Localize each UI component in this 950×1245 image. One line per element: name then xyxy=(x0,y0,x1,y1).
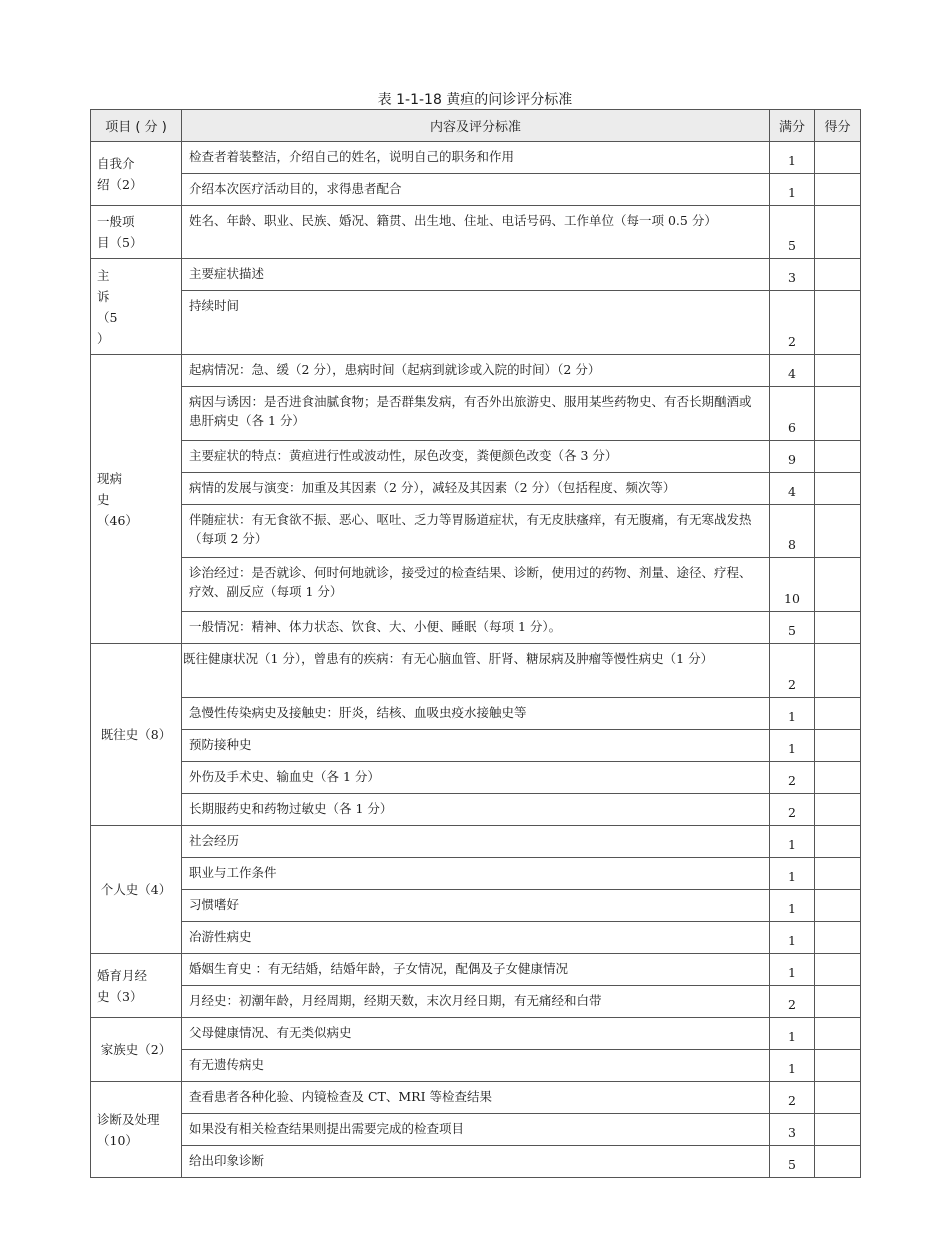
full-score-cell: 1 xyxy=(770,1018,815,1050)
earned-score-cell[interactable] xyxy=(815,174,861,206)
earned-score-cell[interactable] xyxy=(815,1114,861,1146)
scoring-table xyxy=(90,109,861,1178)
table-row xyxy=(91,644,861,698)
earned-score-cell[interactable] xyxy=(815,644,861,698)
section-category: 一般项 目（5） xyxy=(91,206,182,259)
section-category: 个人史（4） xyxy=(91,826,182,954)
criteria-text: 查看患者各种化验、内镜检查及 CT、MRI 等检查结果 xyxy=(182,1082,770,1114)
criteria-text: 职业与工作条件 xyxy=(182,858,770,890)
table-row xyxy=(91,1114,861,1146)
criteria-text: 急慢性传染病史及接触史：肝炎，结核、血吸虫疫水接触史等 xyxy=(182,698,770,730)
full-score-cell: 2 xyxy=(770,1082,815,1114)
earned-score-cell[interactable] xyxy=(815,473,861,505)
earned-score-cell[interactable] xyxy=(815,922,861,954)
criteria-text: 起病情况：急、缓（2 分），患病时间（起病到就诊或入院的时间）（2 分） xyxy=(182,355,770,387)
full-score-cell: 2 xyxy=(770,986,815,1018)
earned-score-cell[interactable] xyxy=(815,826,861,858)
earned-score-cell[interactable] xyxy=(815,954,861,986)
full-score-cell: 1 xyxy=(770,922,815,954)
criteria-text: 诊治经过：是否就诊、何时何地就诊，接受过的检查结果、诊断，使用过的药物、剂量、途径、疗程、疗效、副反应（每项 1 分） xyxy=(182,558,770,612)
full-score-cell: 5 xyxy=(770,1146,815,1178)
section-category: 自我介 绍（2） xyxy=(91,142,182,206)
earned-score-cell[interactable] xyxy=(815,890,861,922)
earned-score-cell[interactable] xyxy=(815,1082,861,1114)
table-row xyxy=(91,291,861,355)
earned-score-cell[interactable] xyxy=(815,291,861,355)
criteria-text: 检查者着装整洁，介绍自己的姓名，说明自己的职务和作用 xyxy=(182,142,770,174)
table-row xyxy=(91,259,861,291)
table-row xyxy=(91,1146,861,1178)
earned-score-cell[interactable] xyxy=(815,762,861,794)
criteria-text: 既往健康状况（1 分），曾患有的疾病：有无心脑血管、肝肾、糖尿病及肿瘤等慢性病史（1 分） xyxy=(182,644,770,698)
full-score-cell: 3 xyxy=(770,1114,815,1146)
table-row xyxy=(91,1018,861,1050)
earned-score-cell[interactable] xyxy=(815,794,861,826)
full-score-cell: 1 xyxy=(770,826,815,858)
full-score-cell: 5 xyxy=(770,206,815,259)
table-row xyxy=(91,730,861,762)
earned-score-cell[interactable] xyxy=(815,558,861,612)
earned-score-cell[interactable] xyxy=(815,206,861,259)
criteria-text: 姓名、年龄、职业、民族、婚况、籍贯、出生地、住址、电话号码、工作单位（每一项 0.5 分） xyxy=(182,206,770,259)
table-row xyxy=(91,986,861,1018)
criteria-text: 一般情况：精神、体力状态、饮食、大、小便、睡眠（每项 1 分）。 xyxy=(182,612,770,644)
table-row xyxy=(91,922,861,954)
criteria-text: 社会经历 xyxy=(182,826,770,858)
full-score-cell: 8 xyxy=(770,505,815,558)
earned-score-cell[interactable] xyxy=(815,505,861,558)
table-row xyxy=(91,174,861,206)
header-content: 内容及评分标准 xyxy=(182,110,770,142)
section-category: 家族史（2） xyxy=(91,1018,182,1082)
table-row xyxy=(91,954,861,986)
full-score-cell: 2 xyxy=(770,794,815,826)
criteria-text: 主要症状的特点：黄疸进行性或波动性，尿色改变，粪便颜色改变（各 3 分） xyxy=(182,441,770,473)
earned-score-cell[interactable] xyxy=(815,441,861,473)
header-full-score: 满分 xyxy=(770,110,815,142)
criteria-text: 伴随症状：有无食欲不振、恶心、呕吐、乏力等胃肠道症状，有无皮肤瘙痒，有无腹痛，有无寒战发热（每项 2 分） xyxy=(182,505,770,558)
earned-score-cell[interactable] xyxy=(815,1018,861,1050)
table-row xyxy=(91,355,861,387)
table-row xyxy=(91,505,861,558)
section-category: 婚育月经 史（3） xyxy=(91,954,182,1018)
table-row xyxy=(91,387,861,441)
table-row xyxy=(91,762,861,794)
section-category: 诊断及处理 （10） xyxy=(91,1082,182,1178)
earned-score-cell[interactable] xyxy=(815,986,861,1018)
earned-score-cell[interactable] xyxy=(815,1146,861,1178)
criteria-text: 如果没有相关检查结果则提出需要完成的检查项目 xyxy=(182,1114,770,1146)
full-score-cell: 1 xyxy=(770,730,815,762)
earned-score-cell[interactable] xyxy=(815,858,861,890)
full-score-cell: 1 xyxy=(770,954,815,986)
full-score-cell: 2 xyxy=(770,762,815,794)
criteria-text: 持续时间 xyxy=(182,291,770,355)
header-item: 项目 ( 分 ) xyxy=(91,110,182,142)
full-score-cell: 3 xyxy=(770,259,815,291)
full-score-cell: 1 xyxy=(770,174,815,206)
full-score-cell: 1 xyxy=(770,890,815,922)
table-row xyxy=(91,1082,861,1114)
full-score-cell: 4 xyxy=(770,473,815,505)
criteria-text: 给出印象诊断 xyxy=(182,1146,770,1178)
table-row xyxy=(91,826,861,858)
table-row xyxy=(91,858,861,890)
full-score-cell: 2 xyxy=(770,291,815,355)
table-row xyxy=(91,698,861,730)
full-score-cell: 2 xyxy=(770,644,815,698)
table-row xyxy=(91,1050,861,1082)
full-score-cell: 1 xyxy=(770,1050,815,1082)
header-row xyxy=(91,110,861,142)
criteria-text: 病因与诱因：是否进食油腻食物；是否群集发病，有否外出旅游史、服用某些药物史、有否长期酗酒或患肝病史（各 1 分） xyxy=(182,387,770,441)
criteria-text: 介绍本次医疗活动目的，求得患者配合 xyxy=(182,174,770,206)
table-row xyxy=(91,473,861,505)
earned-score-cell[interactable] xyxy=(815,355,861,387)
full-score-cell: 4 xyxy=(770,355,815,387)
full-score-cell: 1 xyxy=(770,142,815,174)
earned-score-cell[interactable] xyxy=(815,1050,861,1082)
earned-score-cell[interactable] xyxy=(815,387,861,441)
table-row xyxy=(91,794,861,826)
table-row xyxy=(91,206,861,259)
header-got-score: 得分 xyxy=(815,110,861,142)
table-title: 表 1-1-18 黄疸的问诊评分标准 xyxy=(377,92,573,108)
criteria-text: 月经史：初潮年龄，月经周期，经期天数，末次月经日期，有无痛经和白带 xyxy=(182,986,770,1018)
full-score-cell: 9 xyxy=(770,441,815,473)
criteria-text: 有无遗传病史 xyxy=(182,1050,770,1082)
criteria-text: 冶游性病史 xyxy=(182,922,770,954)
earned-score-cell[interactable] xyxy=(815,142,861,174)
criteria-text: 病情的发展与演变：加重及其因素（2 分），减轻及其因素（2 分）（包括程度、频次等） xyxy=(182,473,770,505)
full-score-cell: 5 xyxy=(770,612,815,644)
table-row xyxy=(91,142,861,174)
full-score-cell: 6 xyxy=(770,387,815,441)
table-row xyxy=(91,441,861,473)
section-category: 现病 史 （46） xyxy=(91,355,182,644)
section-category: 既往史（8） xyxy=(91,644,182,826)
criteria-text: 习惯嗜好 xyxy=(182,890,770,922)
table-row xyxy=(91,612,861,644)
earned-score-cell[interactable] xyxy=(815,612,861,644)
full-score-cell: 1 xyxy=(770,858,815,890)
earned-score-cell[interactable] xyxy=(815,730,861,762)
earned-score-cell[interactable] xyxy=(815,698,861,730)
criteria-text: 外伤及手术史、输血史（各 1 分） xyxy=(182,762,770,794)
section-category: 主 诉 （5 ） xyxy=(91,259,182,355)
criteria-text: 长期服药史和药物过敏史（各 1 分） xyxy=(182,794,770,826)
criteria-text: 婚姻生育史 ：有无结婚，结婚年龄，子女情况，配偶及子女健康情况 xyxy=(182,954,770,986)
table-row xyxy=(91,890,861,922)
full-score-cell: 1 xyxy=(770,698,815,730)
table-row xyxy=(91,558,861,612)
criteria-text: 预防接种史 xyxy=(182,730,770,762)
criteria-text: 父母健康情况、有无类似病史 xyxy=(182,1018,770,1050)
earned-score-cell[interactable] xyxy=(815,259,861,291)
criteria-text: 主要症状描述 xyxy=(182,259,770,291)
full-score-cell: 10 xyxy=(770,558,815,612)
